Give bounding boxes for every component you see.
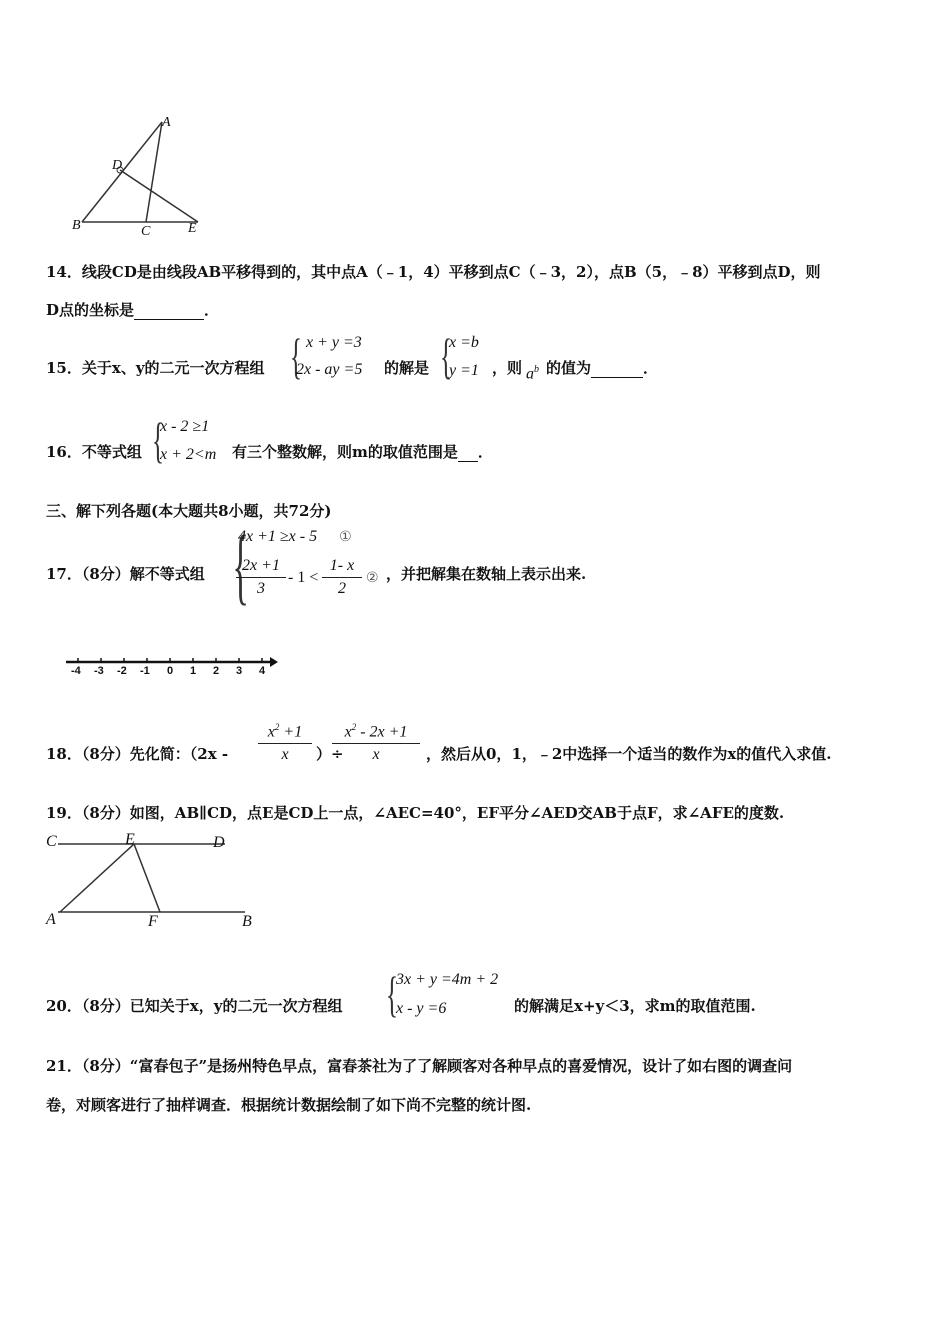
system-15a-eq1: x + y =3 bbox=[306, 334, 362, 351]
question-18-suffix: ，然后从0，1，﹣2中选择一个适当的数作为x的值代入求值. bbox=[426, 745, 832, 763]
question-20-suffix: 的解满足x+y＜3，求m的取值范围. bbox=[514, 997, 756, 1015]
number-line-tick-label: 4 bbox=[259, 665, 266, 677]
fraction-x2-minus-2x-plus-1-over-x bbox=[332, 722, 420, 764]
answer-blank-15[interactable] bbox=[591, 361, 643, 378]
q15-post-text: 的值为 bbox=[546, 359, 592, 377]
system-brace-16: { bbox=[152, 412, 164, 468]
answer-blank-16[interactable] bbox=[458, 445, 478, 462]
system-brace-20: { bbox=[386, 966, 398, 1022]
expr-base: a bbox=[526, 365, 534, 383]
question-18-prefix: 18．（8分）先化简：（2x - bbox=[46, 745, 229, 763]
section-3-heading: 三、解下列各题(本大题共8小题，共72分) bbox=[46, 502, 332, 520]
mark-1: ① bbox=[339, 529, 352, 545]
question-20-prefix: 20．（8分）已知关于x，y的二元一次方程组 bbox=[46, 997, 343, 1015]
system-15a-eq2: 2x - ay =5 bbox=[296, 361, 363, 378]
number-line-tick-label: 1 bbox=[190, 665, 197, 677]
system-20-eq1: 3x + y =4m + 2 bbox=[396, 971, 499, 988]
triangle-figure bbox=[40, 112, 230, 242]
fraction-1-minus-x-over-2 bbox=[322, 557, 362, 598]
q16-end: ． bbox=[477, 443, 493, 461]
segment-EA bbox=[60, 844, 134, 912]
label-E: E bbox=[188, 221, 197, 236]
question-17-prefix: 17．（8分）解不等式组 bbox=[46, 565, 205, 583]
label-E: E bbox=[125, 831, 135, 848]
question-16-suffix bbox=[232, 442, 493, 462]
expr-exponent: b bbox=[534, 364, 539, 375]
segment-EF bbox=[134, 844, 160, 912]
inequality-1 bbox=[238, 528, 352, 546]
system-16-ineq2: x + 2<m bbox=[160, 446, 217, 463]
label-B: B bbox=[242, 913, 252, 930]
number-line-tick-label: 3 bbox=[236, 665, 243, 677]
number-line-tick-label: -2 bbox=[117, 665, 127, 677]
system-15b-eq2: y =1 bbox=[449, 362, 479, 379]
system-brace-15a: { bbox=[290, 328, 302, 384]
question-15-mid: 的解是 bbox=[384, 359, 430, 377]
label-D: D bbox=[112, 158, 123, 173]
label-C: C bbox=[141, 224, 151, 239]
question-17-suffix: ，并把解集在数轴上表示出来. bbox=[386, 565, 587, 583]
label-C: C bbox=[46, 833, 57, 850]
inequality-2-mid: - 1 < bbox=[288, 569, 319, 586]
frac2-denominator: 2 bbox=[338, 580, 346, 597]
frac1-numerator: 2x +1 bbox=[242, 557, 280, 574]
question-15-mid2: ，则 bbox=[492, 359, 523, 377]
frac-18b-denominator: x bbox=[372, 746, 380, 764]
expression-a-power-b bbox=[526, 364, 539, 383]
question-18-divide: ）÷ bbox=[316, 745, 344, 763]
label-F: F bbox=[148, 913, 158, 930]
answer-blank-14[interactable] bbox=[134, 303, 204, 320]
q16-post-text: 有三个整数解，则m的取值范围是 bbox=[232, 443, 458, 461]
segment-DE bbox=[120, 170, 198, 222]
question-15-prefix: 15．关于x、y的二元一次方程组 bbox=[46, 359, 265, 377]
frac-18a-denominator: x bbox=[281, 746, 289, 764]
fraction-x2-plus-1-over-x bbox=[258, 722, 312, 764]
number-line-arrow-icon bbox=[270, 657, 278, 667]
mark-2: ② bbox=[366, 570, 379, 586]
question-21-line-2: 卷，对顾客进行了抽样调查．根据统计数据绘制了如下尚不完整的统计图. bbox=[46, 1096, 532, 1114]
number-line-tick-label: -4 bbox=[71, 665, 81, 677]
question-14-line-1: 14．线段CD是由线段AB平移得到的，其中点A（﹣1，4）平移到点C（﹣3，2），点B（5，﹣8）平移到点D，则 bbox=[46, 263, 821, 281]
question-16-prefix: 16．不等式组 bbox=[46, 443, 142, 461]
number-line-tick-label: -3 bbox=[94, 665, 104, 677]
system-brace-15b: { bbox=[440, 328, 452, 384]
system-16-ineq1: x - 2 ≥1 bbox=[160, 418, 210, 435]
segment-AC bbox=[146, 122, 162, 222]
label-B: B bbox=[72, 218, 81, 233]
fraction-2x-plus-1-over-3 bbox=[236, 557, 286, 598]
question-14-prefix: D点的坐标是 bbox=[46, 301, 135, 319]
question-15-suffix bbox=[546, 358, 658, 378]
question-14-line-2 bbox=[46, 300, 219, 320]
frac-18b-numerator: $x^2 - 2x +1$ bbox=[344, 722, 408, 741]
label-A: A bbox=[162, 115, 171, 130]
frac2-numerator: 1- x bbox=[329, 557, 355, 574]
question-21-line-1: 21．（8分）“富春包子”是扬州特色早点，富春茶社为了了解顾客对各种早点的喜爱情况，设计了如右图的调查问 bbox=[46, 1057, 793, 1075]
number-line-tick-label: 2 bbox=[213, 665, 220, 677]
label-A: A bbox=[46, 911, 56, 928]
number-line-tick-label: -1 bbox=[140, 665, 150, 677]
system-brace-17: { bbox=[232, 517, 249, 613]
system-15b-eq1: x =b bbox=[449, 334, 479, 351]
system-20-eq2: x - y =6 bbox=[396, 1000, 447, 1017]
q15-end: ． bbox=[643, 359, 659, 377]
number-line-tick-label: 0 bbox=[167, 665, 174, 677]
frac-18a-numerator: $x^2 +1$ bbox=[267, 722, 303, 741]
label-D: D bbox=[213, 834, 225, 851]
ineq1-text: 4x +1 ≥x - 5 bbox=[238, 528, 318, 545]
question-19-text: 19．（8分）如图，AB∥CD，点E是CD上一点，∠AEC=40°，EF平分∠AED交AB于点F，求∠AFE的度数. bbox=[46, 804, 785, 822]
question-14-suffix: ． bbox=[204, 301, 220, 319]
frac1-denominator: 3 bbox=[257, 580, 265, 597]
